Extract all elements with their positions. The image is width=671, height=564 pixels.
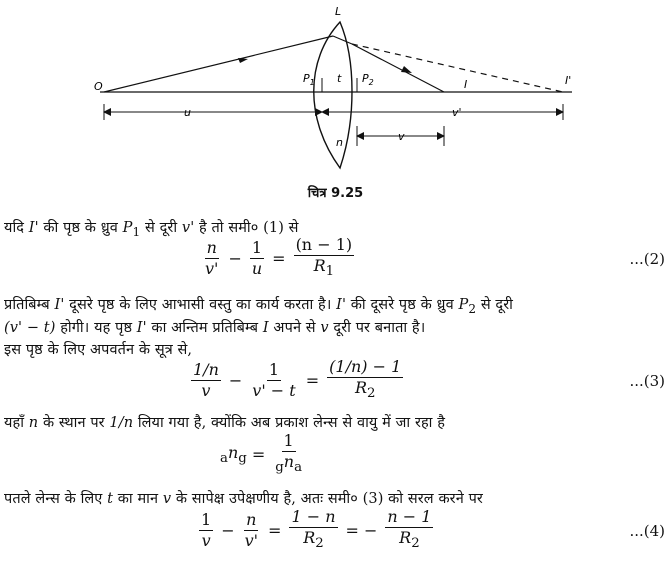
equation-3: $\frac{1/n}{v}$ − $\frac{1}{v' - t}$ = $\frac{(1/n) - 1}{R_2}$	[193, 357, 402, 402]
label-u: u	[184, 106, 191, 119]
lens-outline	[314, 22, 352, 168]
incident-ray-arrow	[238, 58, 248, 63]
relation-refractive-index: $_an_g$ = $\frac{1}{_gn_a}$	[220, 431, 303, 476]
label-n: n	[336, 136, 343, 149]
label-P1: $P_1$	[303, 72, 315, 87]
label-I: I	[464, 78, 468, 91]
label-I-prime: I'	[565, 74, 572, 87]
refracted-ray-arrow	[401, 66, 412, 73]
incident-ray	[104, 36, 333, 92]
equation-4-number: ...(4)	[629, 522, 665, 540]
label-P2: $P_2$	[362, 72, 374, 87]
paragraph-5: यहाँ n के स्थान पर 1/n लिया गया है, क्योंकि अब प्रकाश लेन्स से वायु में जा रहा है	[4, 415, 446, 431]
equation-3-number: ...(3)	[629, 372, 665, 390]
figure-caption: चित्र 9.25	[307, 186, 364, 201]
paragraph-6: पतले लेन्स के लिए t का मान v के सापेक्ष उपेक्षणीय है, अतः समी० (3) को सरल करने पर	[4, 491, 483, 507]
paragraph-2: प्रतिबिम्ब I' दूसरे पृष्ठ के लिए आभासी वस्तु का कार्य करता है। I' की दूसरे पृष्ठ के ध्रुव $P_2$ से दूरी	[4, 297, 514, 316]
virtual-ray-dashed	[352, 44, 563, 92]
label-L: L	[335, 5, 342, 18]
label-O: O	[94, 80, 103, 93]
label-v: v	[398, 130, 405, 143]
label-v-prime: v'	[452, 106, 462, 119]
lens-ray-diagram	[0, 0, 671, 200]
paragraph-1: यदि I' की पृष्ठ के ध्रुव $P_1$ से दूरी v' है तो समी० (1) से	[4, 220, 299, 239]
ray-inside-lens	[333, 36, 352, 44]
equation-4: $\frac{1}{v}$ − $\frac{n}{v'}$ = $\frac{1 - n}{R_2}$ = − $\frac{n - 1}{R_2}$	[201, 507, 432, 552]
paragraph-3: (v' − t) होगी। यह पृष्ठ I' का अन्तिम प्रतिबिम्ब I अपने से v दूरी पर बनाता है।	[4, 320, 426, 336]
label-t: t	[337, 72, 342, 85]
equation-2: $\frac{n}{v'}$ − $\frac{1}{u}$ = $\frac{(n - 1)}{R_1}$	[205, 235, 353, 280]
paragraph-4: इस पृष्ठ के लिए अपवर्तन के सूत्र से,	[4, 342, 193, 358]
equation-2-number: ...(2)	[629, 250, 665, 268]
